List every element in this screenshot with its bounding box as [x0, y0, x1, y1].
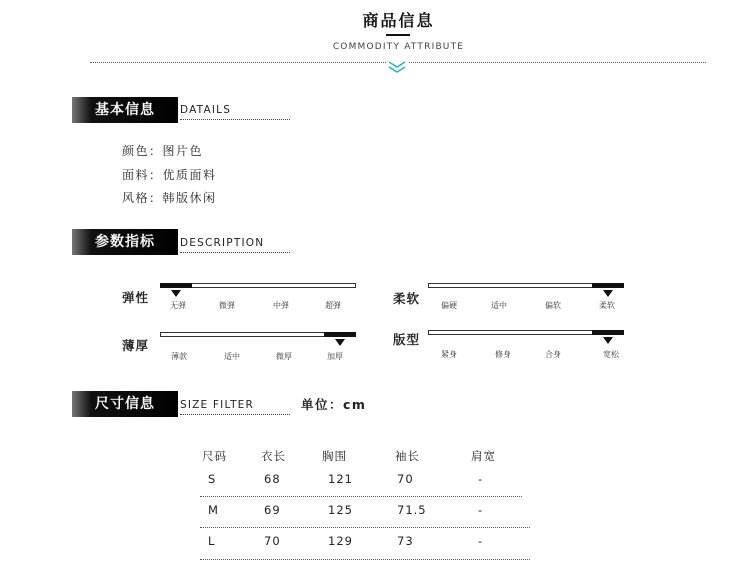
- slider-track-fit: [428, 330, 624, 335]
- info-color-label: 颜色 ：: [122, 144, 163, 158]
- info-fabric: [122, 166, 217, 183]
- slider-tick-label: 微厚: [276, 352, 292, 361]
- info-fabric-value: 优质面料: [162, 168, 217, 182]
- section-banner-basic: [72, 97, 178, 123]
- slider-marker-thickness: [335, 339, 345, 346]
- slider-marker-elasticity: [171, 290, 181, 297]
- table-cell: -: [478, 534, 484, 548]
- info-fabric-label: 面料 ：: [122, 168, 163, 182]
- unit-label: 单位：cm: [301, 397, 367, 412]
- slider-label-elasticity: 弹性: [122, 290, 150, 305]
- slider-tick-label: 合身: [545, 350, 561, 359]
- slider-tick-label: 柔软: [599, 301, 615, 310]
- slider-marker-softness: [603, 290, 613, 297]
- table-cell: 68: [264, 472, 281, 486]
- section-subtitle-params: DESCRIPTION: [180, 237, 290, 253]
- table-cell: -: [478, 472, 484, 486]
- table-header-cell: 尺码: [202, 449, 227, 463]
- section-subtitle-size: SIZE FILTER: [180, 399, 290, 415]
- page-subtitle: COMMODITY ATTRIBUTE: [332, 42, 465, 52]
- table-cell: -: [478, 503, 484, 517]
- slider-tick-label: 超弹: [325, 301, 341, 310]
- slider-track-elasticity: [160, 283, 356, 288]
- slider-tick-label: 适中: [224, 352, 240, 361]
- slider-tick-label: 微弹: [219, 301, 235, 310]
- table-cell: 129: [328, 534, 353, 548]
- slider-label-fit: 版型: [393, 332, 421, 347]
- table-header-cell: 肩宽: [471, 449, 496, 463]
- table-cell: L: [208, 534, 216, 548]
- info-style: [122, 189, 217, 206]
- table-cell: 69: [264, 503, 281, 517]
- section-title-basic: 基本信息: [95, 102, 155, 118]
- slider-tick-label: 宽松: [603, 350, 619, 359]
- table-row-divider: [200, 496, 522, 497]
- table-row-divider: [200, 527, 530, 528]
- table-header-cell: 胸围: [322, 449, 347, 463]
- chevron-down-icon: [386, 60, 408, 74]
- page-title: 商品信息: [362, 11, 435, 30]
- slider-tick-label: 紧身: [441, 350, 457, 359]
- slider-fill-thickness: [324, 332, 356, 337]
- table-header-cell: 袖长: [395, 449, 420, 463]
- table-cell: 71.5: [397, 503, 427, 517]
- slider-fill-elasticity: [160, 283, 192, 288]
- slider-label-thickness: 薄厚: [122, 338, 150, 353]
- info-style-label: 风格 ：: [122, 191, 163, 205]
- table-cell: 70: [264, 534, 281, 548]
- slider-fill-fit: [592, 330, 624, 335]
- slider-tick-label: 偏软: [545, 301, 561, 310]
- title-underline: [386, 34, 410, 36]
- slider-tick-label: 加厚: [327, 352, 343, 361]
- table-cell: M: [208, 503, 219, 517]
- slider-tick-label: 适中: [491, 301, 507, 310]
- info-color: [122, 142, 203, 159]
- section-banner-params: [72, 229, 178, 255]
- section-title-size: 尺寸信息: [95, 396, 155, 412]
- table-cell: 70: [397, 472, 414, 486]
- info-style-value: 韩版休闲: [162, 191, 217, 205]
- slider-tick-label: 修身: [495, 350, 511, 359]
- slider-tick-label: 薄款: [171, 352, 187, 361]
- table-cell: S: [208, 472, 217, 486]
- slider-track-thickness: [160, 332, 356, 337]
- slider-track-softness: [428, 283, 624, 288]
- slider-marker-fit: [603, 337, 613, 344]
- table-row-divider: [200, 559, 530, 560]
- slider-tick-label: 中弹: [273, 301, 289, 310]
- slider-label-softness: 柔软: [393, 291, 421, 306]
- info-color-value: 图片色: [162, 144, 204, 158]
- section-banner-size: [72, 391, 178, 417]
- slider-tick-label: 偏硬: [441, 301, 457, 310]
- section-title-params: 参数指标: [95, 234, 155, 250]
- slider-fill-softness: [592, 283, 624, 288]
- slider-tick-label: 无弹: [170, 301, 186, 310]
- table-cell: 121: [328, 472, 353, 486]
- table-cell: 125: [328, 503, 353, 517]
- section-subtitle-basic: DATAILS: [180, 104, 290, 120]
- table-cell: 73: [397, 534, 414, 548]
- table-header-cell: 衣长: [261, 449, 286, 463]
